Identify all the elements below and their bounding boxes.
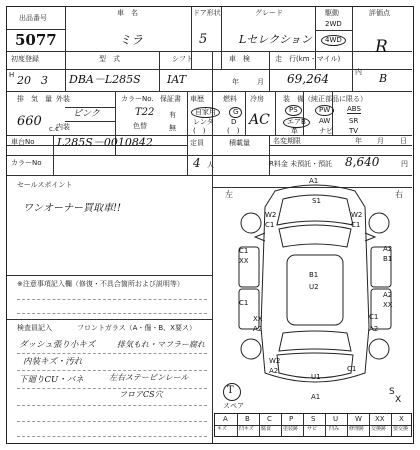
- remark-1: ダッシュ張り小キズ: [19, 340, 96, 350]
- interior-score: B: [379, 72, 388, 85]
- car-name: ミラ: [119, 33, 144, 47]
- notes-label: ※注意事項記入欄（修復・不具合箇所および説明等）: [17, 280, 184, 288]
- mark-rr-a2: A2: [369, 325, 379, 333]
- recycle-fee-label: R料金 未預託・預託: [269, 160, 333, 168]
- expiry-day: 日: [400, 137, 407, 145]
- equip-sr: SR: [349, 117, 359, 125]
- legend-code-b: B: [245, 415, 250, 423]
- recycle-fee: 8,640: [345, 155, 380, 169]
- mark-hood-s1: S1: [312, 197, 321, 205]
- mark-front-a1: A1: [309, 177, 319, 185]
- mark-bumper-a1: A1: [311, 393, 321, 401]
- reg-year: 20: [17, 74, 31, 87]
- mark-rf-door-a2: A2: [383, 245, 393, 253]
- doors-label: ドア形状: [193, 9, 221, 17]
- damage-legend: [214, 413, 412, 437]
- color-no2-label: カラーNo: [11, 159, 42, 167]
- mileage-label: 走 行(km・マイル): [275, 55, 341, 63]
- mark-hatch-u1: U1: [311, 373, 321, 381]
- mark-lr-door-c1: C1: [239, 299, 249, 307]
- mark-rr-door-a2: A2: [383, 291, 393, 299]
- equip-navi: ナビ: [319, 127, 333, 135]
- inspector-label: 検査員記入: [17, 324, 52, 332]
- mark-s: S: [389, 387, 395, 397]
- equip-ps: PS: [285, 105, 302, 116]
- shift-label: シフト: [172, 55, 193, 63]
- mark-left-c1: C1: [265, 221, 275, 229]
- equip-tv: TV: [349, 127, 359, 135]
- drive-4wd: 4WD: [321, 35, 346, 46]
- legend-meaning-c: 腐食: [261, 426, 272, 432]
- seating-label: 定員: [190, 139, 204, 147]
- score-label: 評価点: [369, 9, 390, 17]
- legend-code-p: P: [289, 415, 294, 423]
- usage-rental: レンタ: [193, 118, 214, 126]
- exterior-label: 外装: [56, 95, 70, 103]
- load-label: 積載量: [229, 139, 250, 147]
- mark-rear-a2: A2: [269, 367, 279, 375]
- doc-none: 無: [169, 124, 176, 132]
- ac-label: 冷房: [250, 95, 264, 103]
- mark-lf-door-c1: C1: [239, 247, 249, 255]
- sales-point-label: セールスポイント: [17, 181, 73, 189]
- score: R: [375, 37, 388, 57]
- fuel-other: ( ): [227, 127, 240, 135]
- year-unit: 年: [232, 78, 239, 86]
- legend-meaning-xx: 交換跡: [371, 426, 387, 432]
- auction-sheet: [6, 6, 414, 444]
- shift: IAT: [167, 73, 187, 86]
- lot-number-label: 出品番号: [19, 14, 47, 22]
- legend-code-c: C: [267, 415, 272, 423]
- legend-meaning-p: 塗装跡: [283, 426, 299, 432]
- capacity-label: 車歴: [190, 95, 204, 103]
- mark-rf-door-c1: B1: [383, 255, 393, 263]
- cc-unit: c.c: [49, 125, 59, 133]
- legend-code-a: A: [223, 415, 228, 423]
- legend-code-w: W: [355, 415, 362, 423]
- fuel-gasoline: G: [229, 107, 242, 118]
- doors: 5: [199, 32, 208, 47]
- model-code: DBA－L285S: [69, 73, 141, 86]
- seating-unit: 人: [207, 161, 214, 169]
- legend-meaning-a: キズ: [217, 426, 227, 432]
- equip-airbag: エアB: [283, 117, 310, 128]
- equip-abs: ABS: [347, 105, 361, 113]
- mark-lr-a2: A2: [253, 325, 263, 333]
- diagram-left-label: 左: [225, 190, 233, 199]
- fuel-diesel: D: [231, 118, 237, 126]
- legend-meaning-b: 凹キズ: [239, 426, 254, 432]
- displacement: 660: [17, 114, 42, 129]
- legend-meaning-u: 凹み: [329, 426, 340, 432]
- legend-meaning-x: 要交換: [393, 426, 409, 432]
- displacement-label: 排 気 量: [17, 95, 52, 103]
- reg-month: 3: [41, 74, 48, 87]
- mark-x: X: [395, 395, 402, 405]
- chassis-number: L285S－0010842: [57, 136, 153, 149]
- expiry-year: 年: [355, 137, 362, 145]
- grade: Lセレクション: [239, 33, 312, 46]
- mark-lf-door-xx: XX: [239, 257, 249, 265]
- remark-4: 下廻りCU・パネ: [19, 375, 84, 385]
- grade-label: グレード: [255, 9, 283, 17]
- fuel-label: 燃料: [223, 95, 237, 103]
- legend-code-u: U: [333, 415, 339, 423]
- drive-label: 駆動: [325, 9, 339, 17]
- spare-mark: T: [227, 385, 234, 396]
- interior-label: 内: [355, 68, 362, 76]
- model-label: 型 式: [99, 55, 120, 63]
- mark-left-w2: W2: [265, 211, 277, 219]
- color-repaint: 色替: [133, 122, 147, 130]
- seating: 4: [193, 156, 201, 170]
- inspection-label: 車 検: [229, 55, 250, 63]
- mark-roof-b1: B1: [309, 271, 319, 279]
- remark-6: フロアCS穴: [119, 390, 163, 399]
- interior-color-label: 内装: [56, 123, 70, 131]
- sales-point: ワンオーナー買取車!!: [23, 203, 122, 214]
- mileage: 69,264: [287, 72, 329, 86]
- color-no: T22: [135, 107, 155, 118]
- windshield-label: フロントガラス（A・傷・B、X要ス）: [77, 324, 196, 332]
- mark-rr-c1: C1: [369, 313, 379, 321]
- equip-aw: AW: [319, 117, 331, 125]
- lot-number: 5077: [15, 31, 57, 49]
- expiry-label: 名変期限: [273, 137, 301, 145]
- mark-rear-w2: W2: [269, 357, 281, 365]
- doc-label: 保証書: [160, 95, 181, 103]
- era-label: H: [9, 71, 15, 79]
- remark-2: 排気もれ・マフラー腐れ: [117, 340, 205, 349]
- doc-yes: 有: [169, 111, 176, 119]
- legend-code-xx: XX: [375, 415, 385, 423]
- diagram-right-label: 右: [395, 190, 403, 199]
- drive-2wd: 2WD: [325, 20, 342, 28]
- remark-5: 左右ステーピンレール: [109, 373, 189, 382]
- legend-code-s: S: [311, 415, 316, 423]
- first-reg-label: 初度登録: [11, 55, 39, 63]
- mark-roof-u2: U2: [309, 283, 319, 291]
- mark-rear-c1: C1: [347, 365, 357, 373]
- equip-leather: 革: [291, 127, 298, 135]
- usage-private: 自家用: [191, 107, 220, 118]
- legend-meaning-w: 修理跡: [349, 426, 365, 432]
- remark-3: 内装キズ・汚れ: [23, 357, 83, 367]
- usage-other: ( ): [193, 127, 206, 135]
- mark-lr-xx: XX: [253, 315, 263, 323]
- color-no-label: カラーNo.: [121, 95, 154, 103]
- legend-meaning-s: サビ: [307, 426, 318, 432]
- equip-label: 装 備（純正部品に限る）: [283, 95, 367, 103]
- equip-pw: PW: [315, 105, 334, 116]
- expiry-month: 月: [377, 137, 384, 145]
- car-name-label: 車 名: [117, 9, 138, 17]
- mark-right-c1: C1: [351, 221, 361, 229]
- month-unit: 月: [257, 78, 264, 86]
- chassis-label: 車台No: [11, 138, 35, 146]
- legend-code-x: X: [399, 415, 404, 423]
- mark-right-w2: W2: [351, 211, 363, 219]
- ac-value: AC: [249, 112, 270, 128]
- exterior-color: ピンク: [73, 109, 100, 119]
- spare-label: スペア: [223, 402, 244, 410]
- recycle-fee-unit: 円: [401, 160, 408, 168]
- mark-rr-door-xx: XX: [383, 301, 393, 309]
